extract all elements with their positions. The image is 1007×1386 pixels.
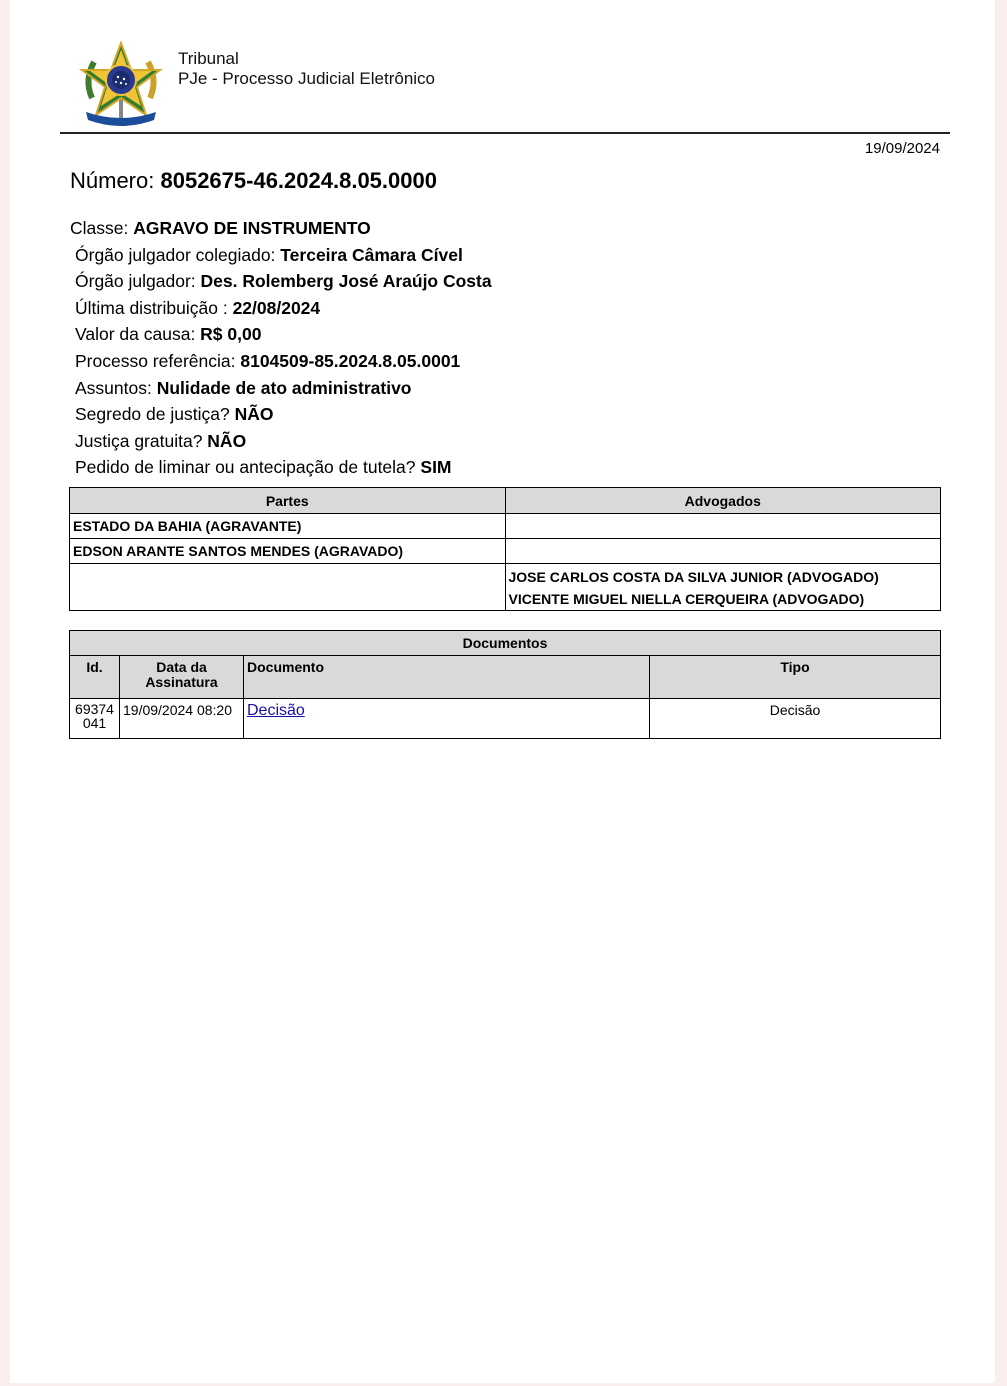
- lawyer-cell: [505, 539, 941, 564]
- lawyer-name: VICENTE MIGUEL NIELLA CERQUEIRA (ADVOGADO): [508, 591, 865, 607]
- field-label: Órgão julgador colegiado:: [75, 244, 281, 265]
- document-page: [10, 0, 995, 1383]
- field-value: NÃO: [234, 404, 274, 425]
- documents-title: Documentos: [70, 631, 941, 656]
- field-value: Des. Rolemberg José Araújo Costa: [200, 271, 492, 292]
- field-value: Terceira Câmara Cível: [280, 244, 463, 265]
- header-divider: [60, 132, 950, 134]
- brazil-coat-of-arms-icon: [78, 40, 164, 130]
- document-link[interactable]: Decisão: [247, 702, 305, 719]
- header-advogados: Advogados: [505, 488, 941, 514]
- field-assuntos: [70, 375, 492, 402]
- field-label: Processo referência:: [75, 350, 241, 371]
- field-value: 8104509-85.2024.8.05.0001: [240, 350, 461, 371]
- field-label: Justiça gratuita?: [75, 430, 208, 451]
- field-valor-causa: [70, 321, 492, 348]
- doc-id-cell: [70, 699, 120, 739]
- court-name: Tribunal: [178, 49, 239, 68]
- header-text: [178, 49, 435, 89]
- table-row: [70, 539, 941, 564]
- header-partes: Partes: [70, 488, 506, 514]
- process-number-value: 8052675-46.2024.8.05.0000: [160, 168, 437, 193]
- party-cell: EDSON ARANTE SANTOS MENDES (AGRAVADO): [70, 539, 506, 564]
- lawyer-cell: [505, 564, 941, 611]
- field-label: Última distribuição :: [75, 297, 233, 318]
- field-classe: [70, 215, 492, 242]
- table-row: [70, 514, 941, 539]
- table-row: [70, 699, 941, 739]
- header-data-line2: Assinatura: [145, 674, 218, 690]
- field-segredo-justica: [70, 401, 492, 428]
- party-cell: [70, 564, 506, 611]
- header-id: Id.: [70, 656, 120, 699]
- doc-name-cell: [244, 699, 650, 739]
- header-documento: Documento: [244, 656, 650, 699]
- documents-title-row: [70, 631, 941, 656]
- field-orgao-julgador: [70, 268, 492, 295]
- field-justica-gratuita: [70, 428, 492, 455]
- field-label: Classe:: [70, 218, 134, 238]
- field-label: Órgão julgador:: [75, 271, 201, 292]
- process-number: [70, 168, 437, 194]
- doc-date-cell: 19/09/2024 08:20: [120, 699, 244, 739]
- doc-id-line2: 041: [82, 715, 107, 731]
- header-data-line1: Data da: [156, 659, 207, 675]
- system-name: PJe - Processo Judicial Eletrônico: [178, 69, 436, 88]
- doc-type-cell: Decisão: [650, 699, 941, 739]
- field-value: NÃO: [207, 430, 247, 451]
- field-label: Assuntos:: [75, 377, 157, 398]
- field-ultima-distribuicao: [70, 295, 492, 322]
- document-date: 19/09/2024: [864, 140, 940, 157]
- lawyer-cell: [505, 514, 941, 539]
- parties-table: [69, 487, 941, 611]
- document-header: [60, 38, 950, 133]
- header-tipo: Tipo: [650, 656, 941, 699]
- lawyer-name: JOSE CARLOS COSTA DA SILVA JUNIOR (ADVOGADO): [508, 569, 879, 585]
- doc-id-line1: 69374: [75, 701, 114, 717]
- field-value: Nulidade de ato administrativo: [156, 377, 412, 398]
- field-processo-referencia: [70, 348, 492, 375]
- documents-table: [69, 630, 941, 739]
- field-label: Pedido de liminar ou antecipação de tutela?: [75, 457, 421, 478]
- process-number-label: Número:: [70, 168, 155, 193]
- party-cell: ESTADO DA BAHIA (AGRAVANTE): [70, 514, 506, 539]
- parties-header-row: [70, 488, 941, 514]
- field-label: Valor da causa:: [75, 324, 201, 345]
- field-value: AGRAVO DE INSTRUMENTO: [133, 218, 371, 238]
- field-pedido-liminar: [70, 454, 492, 481]
- header-data-assinatura: [120, 656, 244, 699]
- field-value: R$ 0,00: [200, 324, 262, 345]
- process-details: [70, 215, 492, 481]
- documents-header-row: [70, 656, 941, 699]
- field-value: 22/08/2024: [232, 297, 321, 318]
- field-orgao-colegiado: [70, 242, 492, 269]
- field-label: Segredo de justiça?: [75, 404, 235, 425]
- field-value: SIM: [420, 457, 452, 478]
- table-row: [70, 564, 941, 611]
